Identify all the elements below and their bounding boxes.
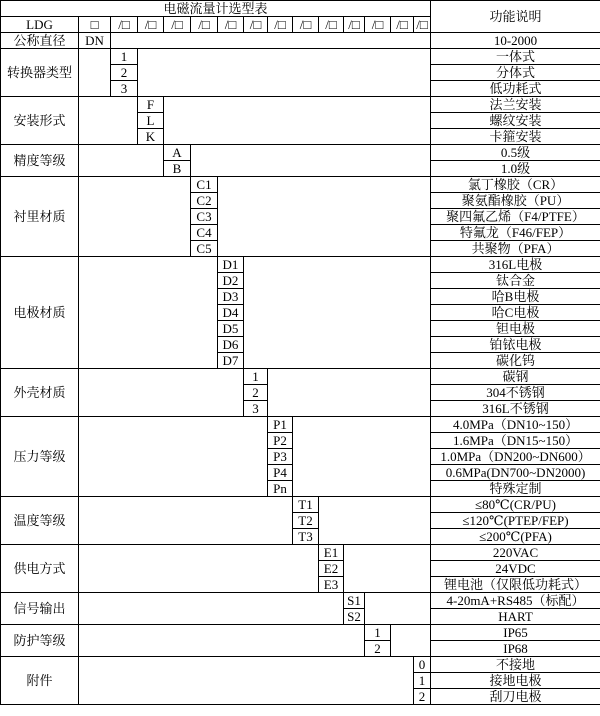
model-slot-cell: /□ (293, 17, 319, 33)
code-cell: D1 (218, 257, 244, 273)
group-label: 温度等级 (1, 497, 79, 545)
desc-cell: 4.0MPa（DN10~150） (431, 417, 600, 433)
empty-cell (79, 417, 268, 497)
desc-cell: 4-20mA+RS485（标配） (431, 593, 600, 609)
desc-cell: ≤120℃(PTEP/FEP) (431, 513, 600, 529)
code-cell: 2 (365, 641, 391, 657)
desc-cell: 分体式 (431, 65, 600, 81)
code-cell: 2 (111, 65, 138, 81)
desc-cell: 螺纹安装 (431, 113, 600, 129)
code-cell: P1 (268, 417, 293, 433)
desc-cell: 哈B电极 (431, 289, 600, 305)
empty-cell (79, 369, 244, 417)
code-cell: C2 (191, 193, 218, 209)
code-cell: D4 (218, 305, 244, 321)
desc-cell: 共聚物（PFA） (431, 241, 600, 257)
desc-cell: 钛合金 (431, 273, 600, 289)
empty-cell (79, 177, 191, 257)
code-cell: Pn (268, 481, 293, 497)
desc-cell: 铂铱电极 (431, 337, 600, 353)
empty-cell (344, 545, 431, 593)
code-cell: DN (79, 33, 111, 49)
model-slot-cell: /□ (319, 17, 344, 33)
code-cell: 2 (414, 689, 431, 705)
empty-cell (319, 497, 431, 545)
desc-cell: 0.6MPa(DN700~DN2000) (431, 465, 600, 481)
group-label: 压力等级 (1, 417, 79, 497)
empty-cell (218, 177, 431, 257)
group-label: 公称直径 (1, 33, 79, 49)
desc-cell: 哈C电极 (431, 305, 600, 321)
desc-cell: 聚氨酯橡胶（PU） (431, 193, 600, 209)
desc-cell: 1.0级 (431, 161, 600, 177)
desc-cell: 特殊定制 (431, 481, 600, 497)
code-cell: 1 (244, 369, 268, 385)
group-label: 信号输出 (1, 593, 79, 625)
empty-cell (365, 593, 431, 625)
model-slot-cell: /□ (391, 17, 414, 33)
group-label: 供电方式 (1, 545, 79, 593)
code-cell: T3 (293, 529, 319, 545)
empty-cell (79, 657, 414, 705)
desc-cell: IP65 (431, 625, 600, 641)
code-cell: F (138, 97, 164, 113)
group-label: 精度等级 (1, 145, 79, 177)
group-label: 附件 (1, 657, 79, 705)
desc-cell: 卡箍安装 (431, 129, 600, 145)
model-slot-cell: /□ (138, 17, 164, 33)
desc-cell: 碳化钨 (431, 353, 600, 369)
code-cell: C5 (191, 241, 218, 257)
desc-cell: ≤80℃(CR/PU) (431, 497, 600, 513)
desc-cell: 316L电极 (431, 257, 600, 273)
code-cell: E3 (319, 577, 344, 593)
code-cell: A (164, 145, 191, 161)
desc-cell: 接地电极 (431, 673, 600, 689)
model-slot-cell: /□ (111, 17, 138, 33)
code-cell: T1 (293, 497, 319, 513)
desc-cell: 1.6MPa（DN15~150） (431, 433, 600, 449)
code-cell: E2 (319, 561, 344, 577)
code-cell: D2 (218, 273, 244, 289)
code-cell: C1 (191, 177, 218, 193)
code-cell: T2 (293, 513, 319, 529)
desc-cell: 10-2000 (431, 33, 600, 49)
empty-cell (164, 97, 431, 145)
code-cell: 0 (414, 657, 431, 673)
code-cell: 1 (111, 49, 138, 65)
code-cell: B (164, 161, 191, 177)
desc-cell: IP68 (431, 641, 600, 657)
code-cell: 1 (414, 673, 431, 689)
model-slot-cell: /□ (365, 17, 391, 33)
code-cell: P2 (268, 433, 293, 449)
group-label: 电极材质 (1, 257, 79, 369)
desc-cell: 聚四氟乙烯（F4/PTFE） (431, 209, 600, 225)
code-cell: 2 (244, 385, 268, 401)
desc-cell: 一体式 (431, 49, 600, 65)
code-cell: D5 (218, 321, 244, 337)
desc-cell: 304不锈钢 (431, 385, 600, 401)
model-box-cell: □ (79, 17, 111, 33)
desc-cell: 220VAC (431, 545, 600, 561)
model-slot-cell: /□ (414, 17, 431, 33)
desc-cell: 316L不锈钢 (431, 401, 600, 417)
model-slot-cell: /□ (164, 17, 191, 33)
code-cell: D6 (218, 337, 244, 353)
code-cell: P4 (268, 465, 293, 481)
group-label: 外壳材质 (1, 369, 79, 417)
empty-cell (268, 369, 431, 417)
empty-cell (79, 97, 138, 145)
code-cell: K (138, 129, 164, 145)
model-slot-cell: /□ (344, 17, 365, 33)
empty-cell (79, 593, 344, 625)
desc-cell: 锂电池（仅限低功耗式） (431, 577, 600, 593)
desc-cell: 24VDC (431, 561, 600, 577)
group-label: 防护等级 (1, 625, 79, 657)
desc-cell: 低功耗式 (431, 81, 600, 97)
empty-cell (79, 625, 365, 657)
desc-cell: 氯丁橡胶（CR） (431, 177, 600, 193)
group-label: 衬里材质 (1, 177, 79, 257)
right-header: 功能说明 (431, 1, 600, 33)
code-cell: C3 (191, 209, 218, 225)
empty-cell (79, 545, 319, 593)
desc-cell: 1.0MPa（DN200~DN600） (431, 449, 600, 465)
empty-cell (293, 417, 431, 497)
model-slot-cell: /□ (268, 17, 293, 33)
code-cell: L (138, 113, 164, 129)
code-cell: E1 (319, 545, 344, 561)
desc-cell: 特氟龙（F46/FEP） (431, 225, 600, 241)
code-cell: C4 (191, 225, 218, 241)
empty-cell (391, 625, 431, 657)
group-label: 转换器类型 (1, 49, 79, 97)
desc-cell: 钽电极 (431, 321, 600, 337)
desc-cell: 刮刀电极 (431, 689, 600, 705)
model-slot-cell: /□ (191, 17, 218, 33)
table-title: 电磁流量计选型表 (1, 1, 431, 17)
empty-cell (79, 257, 218, 369)
code-cell: D7 (218, 353, 244, 369)
empty-cell (79, 497, 293, 545)
desc-cell: 碳钢 (431, 369, 600, 385)
empty-cell (138, 49, 431, 97)
model-slot-cell: /□ (218, 17, 244, 33)
model-prefix: LDG (1, 17, 79, 33)
empty-cell (191, 145, 431, 177)
desc-cell: 法兰安装 (431, 97, 600, 113)
empty-cell (79, 49, 111, 97)
code-cell: S1 (344, 593, 365, 609)
code-cell: P3 (268, 449, 293, 465)
desc-cell: HART (431, 609, 600, 625)
code-cell: D3 (218, 289, 244, 305)
empty-cell (79, 145, 164, 177)
group-label: 安装形式 (1, 97, 79, 145)
desc-cell: 0.5级 (431, 145, 600, 161)
model-slot-cell: /□ (244, 17, 268, 33)
empty-cell (244, 257, 431, 369)
code-cell: 3 (244, 401, 268, 417)
empty-cell (111, 33, 431, 49)
code-cell: 1 (365, 625, 391, 641)
code-cell: S2 (344, 609, 365, 625)
desc-cell: ≤200℃(PFA) (431, 529, 600, 545)
desc-cell: 不接地 (431, 657, 600, 673)
code-cell: 3 (111, 81, 138, 97)
